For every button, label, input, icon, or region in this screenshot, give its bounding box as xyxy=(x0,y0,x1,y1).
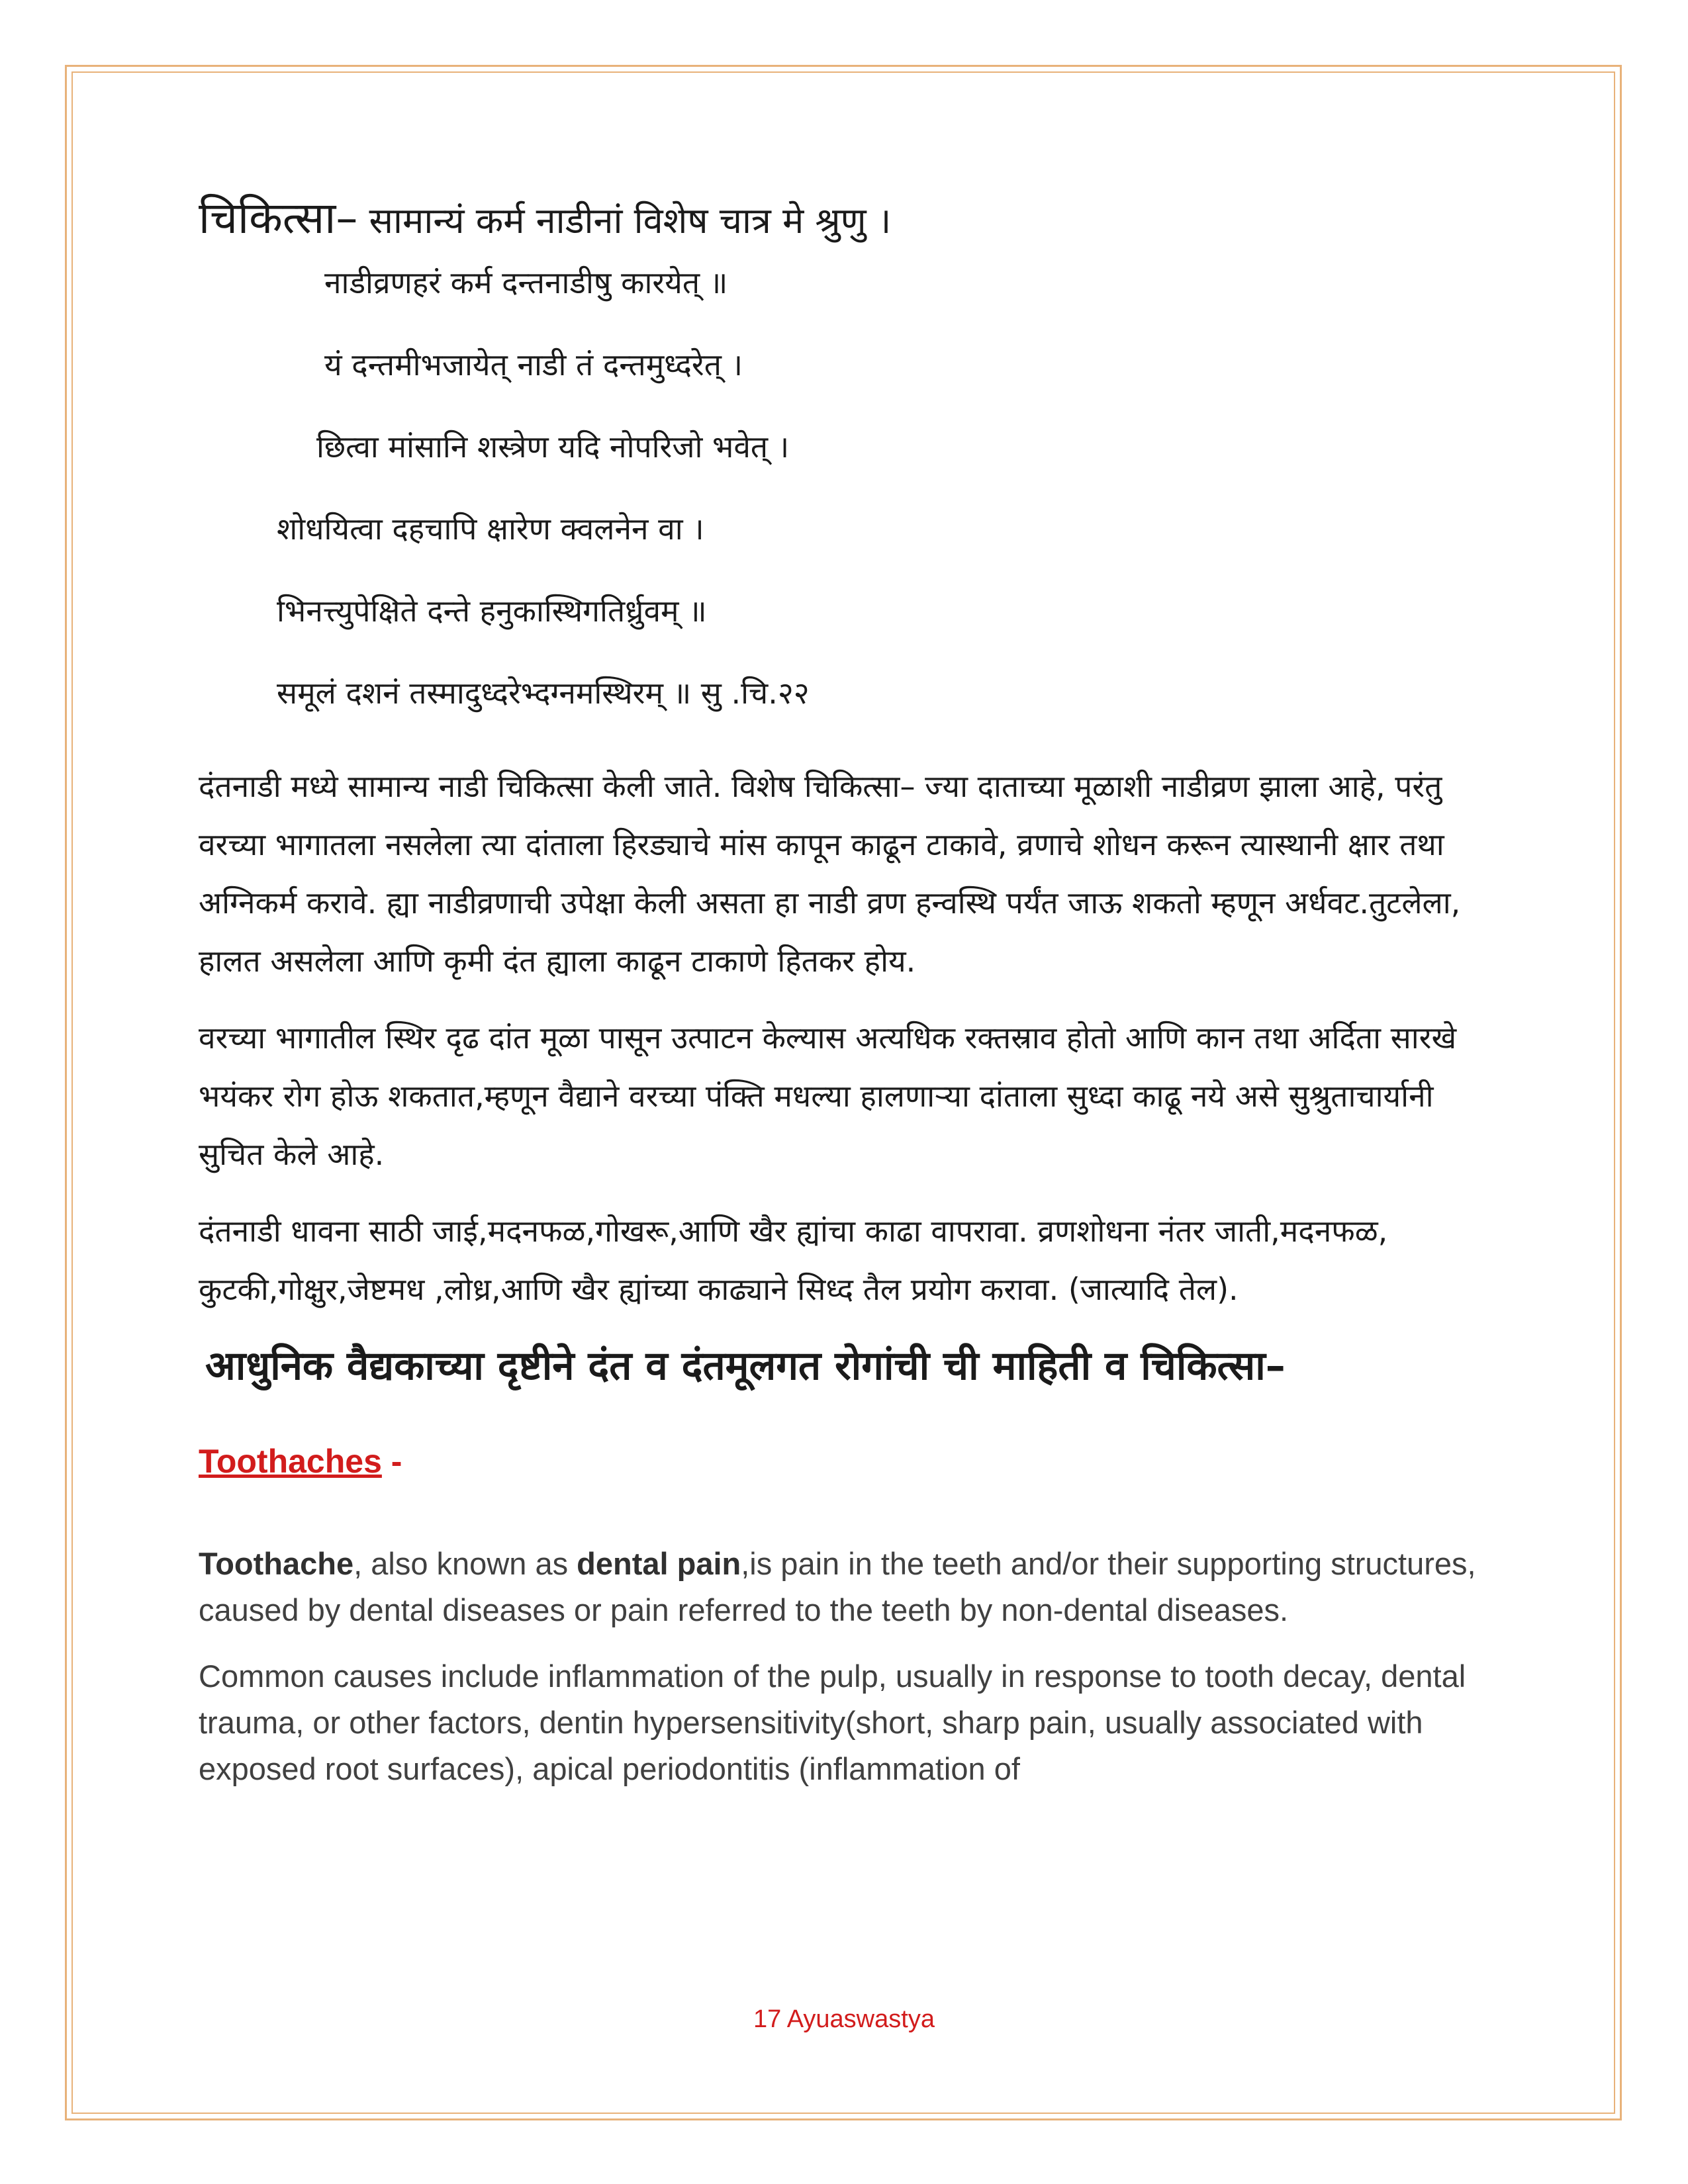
english-paragraph-1 xyxy=(199,1541,1496,1633)
verse-line-4: छित्वा मांसानि शस्त्रेण यदि नोपरिजो भवेत् । xyxy=(316,429,790,465)
chikitsa-label: चिकित्सा– xyxy=(199,193,358,244)
verse-line-7: समूलं दशनं तस्मादुध्दरेभ्दग्नमस्थिरम् ॥ सु .चि.२२ xyxy=(277,675,810,711)
page-footer: 17 Ayuaswastya xyxy=(753,2005,935,2033)
en1-text-2: ,is pain in the teeth and/or their supporting structures, caused by dental diseases or pain referred to the teeth by non-dental diseases. xyxy=(199,1546,1476,1627)
toothaches-heading xyxy=(199,1441,1496,1541)
verse-line-2: नाडीव्रणहरं कर्म दन्तनाडीषु कारयेत् ॥ xyxy=(324,265,728,300)
verse-line-3: यं दन्तमीभजायेत् नाडी तं दन्तमुध्दरेत् । xyxy=(324,347,743,383)
en1-text-1: , also known as xyxy=(353,1546,577,1581)
english-paragraph-2: Common causes include inflammation of the pulp, usually in response to tooth decay, dental trauma, or other factors, dentin hypersensitivity(short, sharp pain, usually associated with exposed root surfaces), apical periodontitis (inflammation of xyxy=(199,1659,1466,1786)
verse-line-1: सामान्यं कर्म नाडीनां विशेष चात्र मे श्रुणु । xyxy=(369,200,892,242)
verse-heading xyxy=(199,192,1496,265)
paragraph-1: दंतनाडी मध्ये सामान्य नाडी चिकित्सा केली जाते. विशेष चिकित्सा– ज्या दाताच्या मूळाशी नाडीव्रण झाला आहे, परंतु वरच्या भागातला नसलेला त्या दांताला हिरड्याचे मांस कापून काढून टाकावे, व्रणाचे शोधन करून त्यास्थानी क्षार तथा अग्निकर्म करावे. ह्या नाडीव्रणाची उपेक्षा केली असता हा नाडी व्रण हन्वस्थि पर्यंत जाऊ शकतो म्हणून अर्धवट.तुटलेला, हालत असलेला आणि कृमी दंत ह्याला काढून टाकाणे हितकर होय. xyxy=(199,768,1461,979)
toothaches-title: Toothaches xyxy=(199,1443,382,1480)
paragraph-3: दंतनाडी धावना साठी जाई,मदनफळ,गोखरू,आणि खैर ह्यांचा काढा वापरावा. व्रणशोधना नंतर जाती,मदनफळ, कुटकी,गोक्षुर,जेष्टमध ,लोध्र,आणि खैर ह्यांच्या काढ्याने सिध्द तैल प्रयोग करावा. (जात्यादि तेल). xyxy=(199,1213,1388,1307)
term-dental-pain: dental pain xyxy=(577,1546,741,1581)
toothaches-suffix: - xyxy=(381,1443,402,1480)
term-toothache: Toothache xyxy=(199,1546,354,1581)
page-content xyxy=(199,192,1496,1812)
paragraph-2: वरच्या भागातील स्थिर दृढ दांत मूळा पासून उत्पाटन केल्यास अत्यधिक रक्तस्राव होतो आणि कान तथा अर्दिता सारखे भयंकर रोग होऊ शकतात,म्हणून वैद्याने वरच्या पंक्ति मधल्या हालणाऱ्या दांताला सुध्दा काढू नये असे सुश्रुताचार्यानी सुचित केले आहे. xyxy=(199,1020,1457,1172)
verse-line-6: भिनत्त्युपेक्षिते दन्ते हनुकास्थिगतिर्ध्रुवम् ॥ xyxy=(277,593,707,629)
section-heading: आधुनिक वैद्यकाच्या दृष्टीने दंत व दंतमूलगत रोगांची ची माहिती व चिकित्सा– xyxy=(205,1343,1286,1389)
verse-line-5: शोधयित्वा दहचापि क्षारेण क्वलनेन वा । xyxy=(277,511,704,547)
